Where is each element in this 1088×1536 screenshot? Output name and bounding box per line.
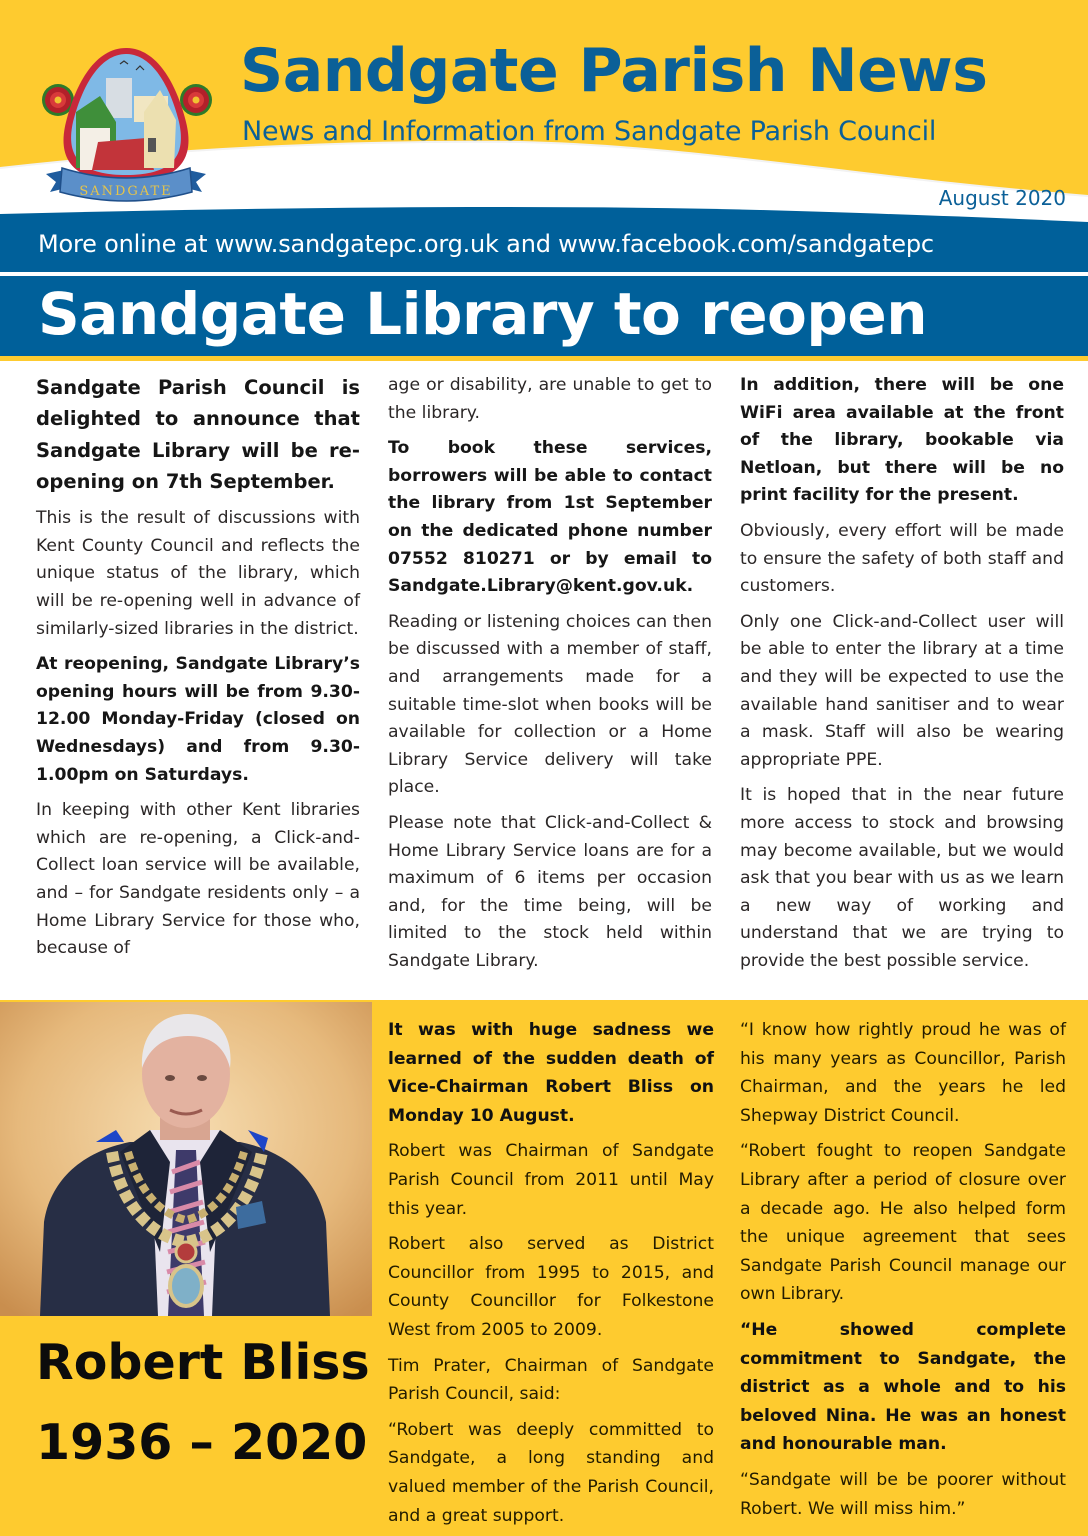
article-paragraph: age or disability, are unable to get to the library. — [388, 375, 712, 423]
article-paragraph: It is hoped that in the near future more access to stock and browsing may become available, but we would ask that you bear with us as we learn a new way of working and understand that we are trying to provide the best possible service. — [740, 785, 1064, 971]
tribute-paragraph: Robert was Chairman of Sandgate Parish Council from 2011 until May this year. — [388, 1141, 714, 1219]
article-column-1 — [36, 372, 360, 971]
tribute-quote: “Robert fought to reopen Sandgate Library after a period of closure over a decade ago. He also helped form the unique agreement that sees Sandgate Parish Council manage our own Library. — [740, 1141, 1066, 1305]
article-lead-paragraph: Sandgate Parish Council is delighted to announce that Sandgate Library will be re-opening on 7th September. — [36, 376, 360, 493]
tribute-lead-paragraph: It was with huge sadness we learned of the sudden death of Vice-Chairman Robert Bliss on Monday 10 August. — [388, 1020, 714, 1126]
sandgate-crest-icon — [36, 42, 216, 212]
article-column-2 — [388, 372, 712, 983]
newsletter-subtitle: News and Information from Sandgate Parish Council — [242, 116, 937, 147]
tribute-column-1 — [388, 1016, 714, 1536]
online-links-text: More online at www.sandgatepc.org.uk and www.facebook.com/sandgatepc — [38, 230, 934, 258]
booking-contact-paragraph: To book these services, borrowers will be able to contact the library from 1st September on the dedicated phone number 07552 810271 or by email to Sandgate.Library@kent.gov.uk. — [388, 438, 712, 597]
article-paragraph: Only one Click-and-Collect user will be able to enter the library at a time and they will be expected to use the available hand sanitiser and to wear a mask. Staff will also be wearing appropriate PPE. — [740, 611, 1064, 770]
article-paragraph: Reading or listening choices can then be discussed with a member of staff, and arrangements made for a suitable time-slot when books will be available for collection or a Home Library Service delivery will take place. — [388, 611, 712, 798]
opening-hours-paragraph: At reopening, Sandgate Library’s opening hours will be from 9.30-12.00 Monday-Friday (closed on Wednesdays) and from 9.30-1.00pm on Saturdays. — [36, 654, 360, 785]
tribute-years: 1936 – 2020 — [36, 1414, 368, 1471]
article-paragraph: Please note that Click-and-Collect & Home Library Service loans are for a maximum of 6 items per occasion and, for the time being, will be limited to the stock held within Sandgate Library. — [388, 812, 712, 971]
headline-divider — [0, 356, 1088, 361]
article-paragraph: In keeping with other Kent libraries which are re-opening, a Click-and-Collect loan service will be available, and – for Sandgate residents only – a Home Library Service for those who, because of — [36, 800, 360, 959]
tribute-quote-bold: “He showed complete commitment to Sandgate, the district as a whole and to his beloved Nina. He was an honest and honourable man. — [740, 1319, 1066, 1455]
svg-text:SANDGATE: SANDGATE — [79, 184, 173, 199]
article-headline: Sandgate Library to reopen — [38, 280, 928, 348]
tribute-quote: “Sandgate will be be poorer without Robert. We will miss him.” — [740, 1469, 1066, 1519]
newsletter-title: Sandgate Parish News — [240, 36, 988, 106]
tribute-column-2 — [740, 1016, 1066, 1530]
tribute-quote: “I know how rightly proud he was of his many years as Councillor, Parish Chairman, and the years he led Shepway District Council. — [740, 1020, 1066, 1126]
tribute-name: Robert Bliss — [36, 1334, 370, 1391]
tribute-quote: “Robert was deeply committed to Sandgate, a long standing and valued member of the Parish Council, and a great support. — [388, 1419, 714, 1526]
issue-date: August 2020 — [938, 186, 1066, 210]
article-column-3 — [740, 372, 1064, 983]
tribute-paragraph: Tim Prater, Chairman of Sandgate Parish Council, said: — [388, 1355, 714, 1405]
wifi-paragraph: In addition, there will be one WiFi area available at the front of the library, bookable via Netloan, but there will be no print facility for the present. — [740, 375, 1064, 506]
article-paragraph: This is the result of discussions with Kent County Council and reflects the unique status of the library, which will be re-opening well in advance of similarly-sized libraries in the district. — [36, 508, 360, 639]
portrait-photo-icon — [0, 1002, 372, 1316]
article-paragraph: Obviously, every effort will be made to ensure the safety of both staff and customers. — [740, 520, 1064, 597]
masthead — [0, 0, 1088, 272]
tribute-paragraph: Robert also served as District Councillor from 1995 to 2015, and County Councillor for Folkestone West from 2005 to 2009. — [388, 1234, 714, 1340]
